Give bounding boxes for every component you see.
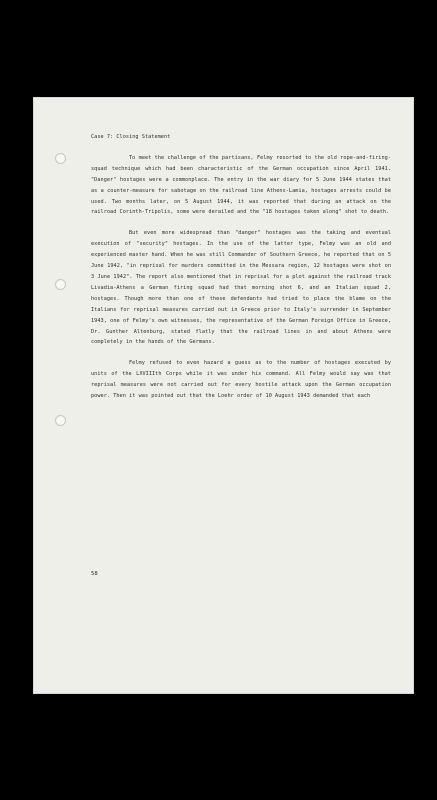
document-body (91, 132, 391, 412)
paragraph-3: Felmy refused to even hazard a guess as to the number of hostages executed by units of the LXVIIIth Corps while it was under his command. All Felmy would say was that reprisal measures were not carried out for every hostile attack upon the German occupation power. Then it was pointed out that the Loehr order of 10 August 1943 demanded that each (91, 360, 391, 400)
paragraph-2: But even more widespread than "danger" hostages was the taking and eventual execution of "security" hostages. In the use of the latter type, Felmy was an old and experienced master hand. When he was still Commander of Southern Greece, he reported that on 5 June 1942, "in reprisal for murders committed in the Messara region, 12 hostages were shot on 3 June 1942". The report also mentioned that in reprisal for a plot against the railroad track Livadia-Athens a German firing squad had that morning shot 6, and an Italian squad 2, hostages. Though more than one of these defendants had tried to place the blame on the Italians for reprisal measures carried out in Greece prior to Italy's surrender in September 1943, one of Felmy's own witnesses, the representative of the German Foreign Office in Greece, Dr. Gunther Altenburg, stated flatly that the railroad lines in and about Athens were completely in the hands of the Germans. (91, 230, 391, 346)
document-page (33, 97, 414, 694)
punch-hole-top (55, 153, 66, 164)
page-header: Case 7: Closing Statement (91, 134, 171, 140)
paragraph-1: To meet the challenge of the partisans, Felmy resorted to the old rope-and-firing-squad technique which had been characteristic of the German occupation since April 1941. "Danger" hostages were a commonplace. The entry in the war diary for 5 June 1944 states that as a counter-measure for sabotage on the railroad line Athens-Lamia, hostages arrests could be used. Two months later, on 5 August 1944, it was reported that during an attack on the railroad Corinth-Tripolis, some were derailed and the "18 hostages taken along" shot to death. (91, 154, 391, 216)
punch-hole-middle (55, 279, 66, 290)
page-number: 58 (91, 571, 98, 577)
punch-hole-bottom (55, 415, 66, 426)
